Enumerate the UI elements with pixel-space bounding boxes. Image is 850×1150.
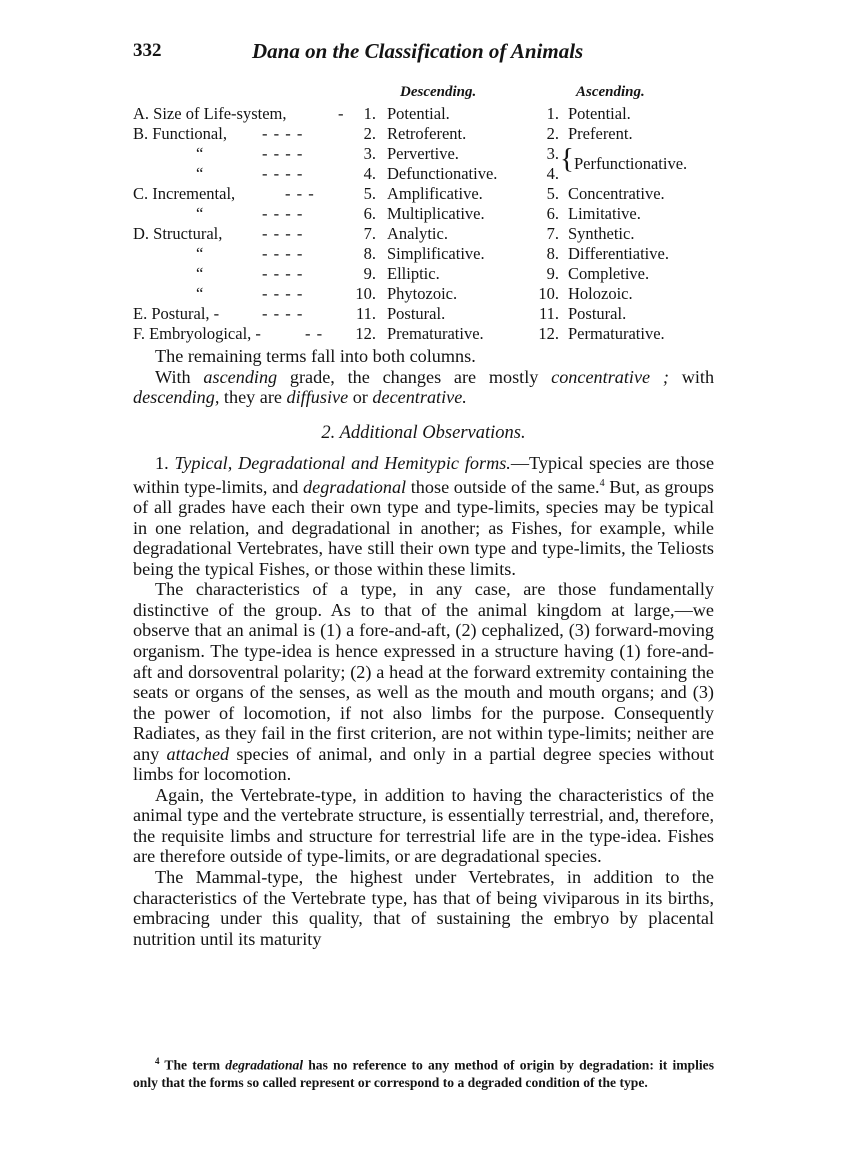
ascending-term: Permaturative. <box>568 324 665 343</box>
ascending-number: 1. <box>546 104 559 123</box>
row-leader: - - - - <box>262 124 304 143</box>
row-leader: - - - - <box>262 264 304 283</box>
descending-number: 1. <box>363 104 376 123</box>
table-row <box>0 204 850 224</box>
descending-term: Prematurative. <box>387 324 484 343</box>
ascending-number: 10. <box>538 284 559 303</box>
table-row <box>0 304 850 324</box>
table-row <box>0 144 850 164</box>
ascending-term: Postural. <box>568 304 627 323</box>
descending-term: Retroferent. <box>387 124 467 143</box>
descending-number: 2. <box>363 124 376 143</box>
footnote-ref: 4 <box>599 477 605 489</box>
after-table-text <box>133 346 714 408</box>
ascending-number: 7. <box>546 224 559 243</box>
row-label: E. Postural, - <box>133 304 220 323</box>
descending-term: Elliptic. <box>387 264 440 283</box>
descending-column-header: Descending. <box>400 84 477 100</box>
ascending-term: Preferent. <box>568 124 633 143</box>
descending-number: 6. <box>363 204 376 223</box>
ditto-mark: “ <box>196 244 204 263</box>
brace-term: Perfunctionative. <box>574 154 688 173</box>
ditto-mark: “ <box>196 144 204 163</box>
row-leader: - - - - <box>262 284 304 303</box>
ascending-number: 12. <box>538 324 559 343</box>
row-leader: - - - - <box>262 164 304 183</box>
row-leader: - - <box>305 324 324 343</box>
descending-term: Phytozoic. <box>387 284 458 303</box>
table-row <box>0 124 850 144</box>
row-leader: - - - - <box>262 244 304 263</box>
descending-number: 9. <box>363 264 376 283</box>
footnote: $^4$ The term degradational has no reference to any method of origin by degradation: it implies only that the forms so called represent or correspond to a degraded condition of the type. <box>133 1056 714 1090</box>
row-leader: - - - - <box>262 204 304 223</box>
remaining-terms-line: The remaining terms fall into both columns. <box>155 346 476 366</box>
table-column-headers <box>0 82 850 102</box>
row-label: D. Structural, <box>133 224 223 243</box>
ascending-term: Synthetic. <box>568 224 635 243</box>
ascending-number: 9. <box>546 264 559 283</box>
running-title: Dana on the Classification of Animals <box>252 39 584 63</box>
ditto-mark: “ <box>196 264 204 283</box>
row-leader: - - - - <box>262 304 304 323</box>
ascending-number: 5. <box>546 184 559 203</box>
table-row <box>0 104 850 124</box>
descending-term: Multiplicative. <box>387 204 485 223</box>
ascending-column-header: Ascending. <box>576 84 645 100</box>
descending-term: Postural. <box>387 304 446 323</box>
descending-number: 3. <box>363 144 376 163</box>
table-row <box>0 224 850 244</box>
curly-brace: { <box>560 143 574 175</box>
descending-term: Pervertive. <box>387 144 459 163</box>
descending-term: Analytic. <box>387 224 448 243</box>
ascending-number: 4. <box>546 164 559 183</box>
descending-number: 5. <box>363 184 376 203</box>
paragraph: The characteristics of a type, in any case, are those fundamentally distinctive of the group. As to that of the animal kingdom at large,—we observe that an animal is (1) a fore-and-aft, (2) cephalized, (3) forward-moving organism. The type-idea is hence expressed in a structure having (1) fore-and-aft and dorsoventral polarity; (2) a head at the forward extremity containing the seats or organs of the senses, as well as the mouth and mouth organs; and (3) the power of locomotion, if not also limbs for the purpose. Consequently Radiates, as they fail in the first criterion, are not within type-limits; neither are any attached species of animal, and only in a partial degree species without limbs for locomotion. <box>133 579 714 785</box>
table-row <box>0 264 850 284</box>
descending-number: 11. <box>355 304 376 323</box>
table-row <box>0 284 850 304</box>
paragraph: Again, the Vertebrate-type, in addition to having the characteristics of the animal type and the vertebrate structure, is essentially terrestrial, and, therefore, the requisite limbs and structure for terrestrial life are in the type-idea. Fishes are therefore outside of type-limits, or are degradational species. <box>133 784 714 867</box>
ascending-term: Concentrative. <box>568 184 665 203</box>
row-leader: - - - - <box>262 144 304 163</box>
ascending-number: 11. <box>538 304 559 323</box>
ascending-term: Potential. <box>568 104 631 123</box>
ascending-term: Holozoic. <box>568 284 633 303</box>
ditto-mark: “ <box>196 284 204 303</box>
grade-changes-line: With ascending grade, the changes are mostly concentrative ; with descending, they are diffusive or decentrative. <box>133 366 715 408</box>
row-label: C. Incremental, <box>133 184 236 203</box>
page-header <box>0 40 850 70</box>
body-text <box>133 453 714 949</box>
page-number: 332 <box>133 40 162 61</box>
paragraph: 1. Typical, Degradational and Hemitypic forms.—Typical species are those within type-limits, and degradational those outside of the same.$^4$ But, as groups of all grades have each their own type and type-limits, species may be typical in one relation, and degradational in another; as Fishes, for example, while degradational Vertebrates, have still their own type and type-limits, the Teliosts being the typical Fishes, or those within these limits. <box>133 453 715 579</box>
descending-term: Defunctionative. <box>387 164 498 183</box>
row-label: F. Embryological, - <box>133 324 261 343</box>
ascending-number: 3. <box>546 144 559 163</box>
ascending-term: Completive. <box>568 264 650 283</box>
ascending-number: 6. <box>546 204 559 223</box>
ditto-mark: “ <box>196 204 204 223</box>
table-row <box>0 164 850 184</box>
descending-number: 12. <box>355 324 376 343</box>
footnote-mark: 4 <box>155 1056 160 1066</box>
row-leader: - - - <box>285 184 315 203</box>
descending-term: Simplificative. <box>387 244 485 263</box>
ascending-number: 2. <box>546 124 559 143</box>
row-leader: - - - - <box>262 224 304 243</box>
descending-term: Amplificative. <box>387 184 483 203</box>
paragraph: The Mammal-type, the highest under Vertebrates, in addition to the characteristics of the Vertebrate type, has that of being viviparous in its births, embracing under this quality, that of sustaining the embryo by placental nutrition until its maturity <box>133 867 714 949</box>
row-label: A. Size of Life-system, <box>133 104 287 123</box>
descending-number: 10. <box>355 284 376 303</box>
row-label: B. Functional, <box>133 124 227 143</box>
ascending-term: Differentiative. <box>568 244 669 263</box>
ditto-mark: “ <box>196 164 204 183</box>
table-row <box>0 324 850 344</box>
ascending-term: Limitative. <box>568 204 641 223</box>
descending-number: 7. <box>363 224 376 243</box>
descending-number: 4. <box>363 164 376 183</box>
table-row <box>0 184 850 204</box>
section-heading: 2. Additional Observations. <box>321 423 526 443</box>
descending-term: Potential. <box>387 104 450 123</box>
ascending-number: 8. <box>546 244 559 263</box>
descending-number: 8. <box>363 244 376 263</box>
row-leader: - <box>338 104 345 123</box>
table-row <box>0 244 850 264</box>
